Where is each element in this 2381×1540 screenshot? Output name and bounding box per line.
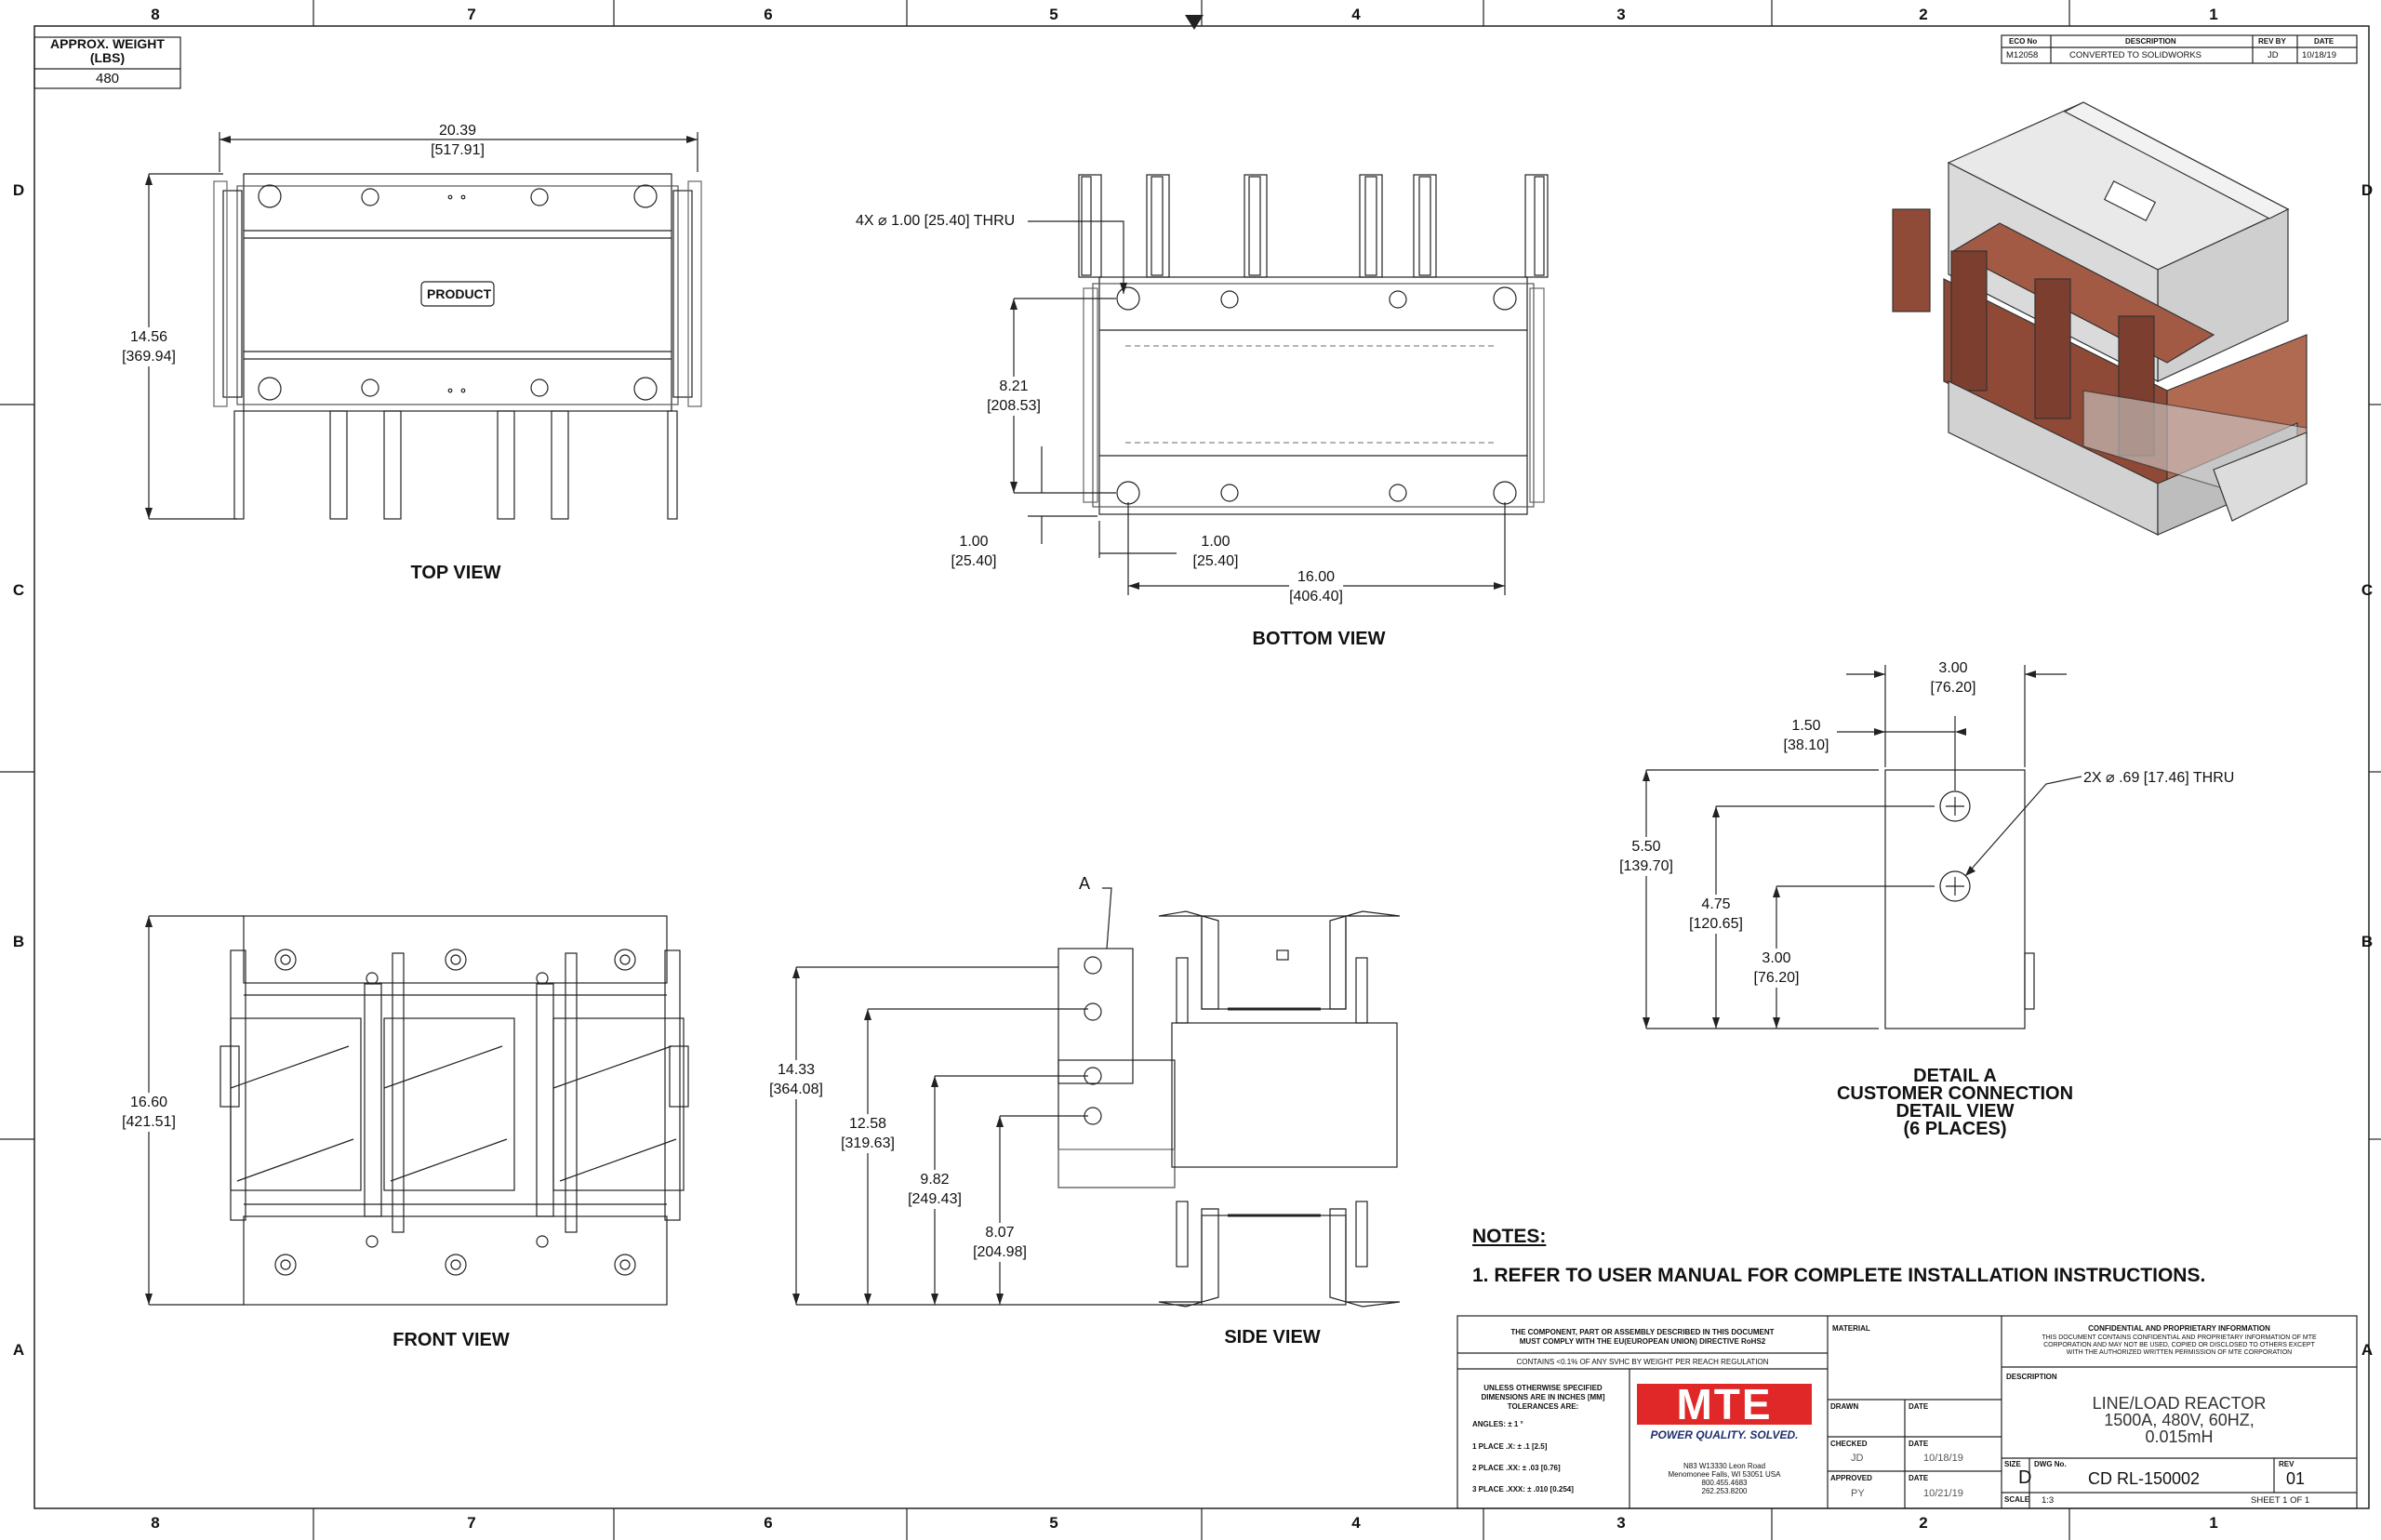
- zone-col-3-top: 3: [1616, 6, 1626, 23]
- top-view-label: TOP VIEW: [410, 563, 501, 583]
- approved-label: APPROVED: [1830, 1474, 1872, 1482]
- confidential-text: THIS DOCUMENT CONTAINS CONFIDENTIAL AND PROPRIETARY INFORMATION OF MTE CORPORATION AND MAY NOT BE USED, COPIED OR DISCLOSED TO OTHERS EXCEPT WITH THE AUTHORIZED WRITTEN PERMISSION OF MTE CORPORATION: [2042, 1334, 2317, 1356]
- zone-col-7-bottom: 7: [467, 1514, 476, 1532]
- dim-detail-4-75: 4.75 [120.65]: [1689, 896, 1743, 932]
- zone-col-2-bottom: 2: [1919, 1514, 1928, 1532]
- dim-detail-holes: 2X ⌀ .69 [17.46] THRU: [2083, 770, 2235, 786]
- rohs-statement: THE COMPONENT, PART OR ASSEMBLY DESCRIBED IN THIS DOCUMENT MUST COMPLY WITH THE EU(EUROPEAN UNION) DIRECTIVE RoHS2: [1510, 1328, 1775, 1346]
- zone-row-c-right: C: [2361, 581, 2374, 599]
- drawn-date-label: DATE: [1909, 1402, 1929, 1411]
- approved-by: PY: [1851, 1488, 1865, 1499]
- dim-top-width: 20.39 [517.91]: [431, 123, 485, 158]
- rev-date: 10/18/19: [2302, 50, 2336, 60]
- dim-detail-3-00-height: 3.00 [76.20]: [1753, 950, 1800, 986]
- detail-a-geometry: [1646, 665, 2082, 1029]
- dim-front-height: 16.60 [421.51]: [122, 1095, 176, 1130]
- top-view-geometry: [149, 132, 701, 519]
- zone-col-5-bottom: 5: [1049, 1514, 1058, 1532]
- checked-label: CHECKED: [1830, 1440, 1868, 1448]
- zone-col-8-bottom: 8: [151, 1514, 160, 1532]
- zone-row-d-left: D: [12, 181, 25, 199]
- mte-tagline: POWER QUALITY. SOLVED.: [1650, 1428, 1799, 1441]
- weight-value: 480: [95, 71, 120, 86]
- dim-bottom-holes: 4X ⌀ 1.00 [25.40] THRU: [856, 213, 1016, 229]
- front-view-geometry: [149, 916, 688, 1305]
- bottom-view-geometry: [1014, 175, 1548, 595]
- dim-detail-3-00-width: 3.00 [76.20]: [1930, 660, 1976, 696]
- zone-col-2-top: 2: [1919, 6, 1928, 23]
- tolerance-header: UNLESS OTHERWISE SPECIFIED DIMENSIONS ARE IN INCHES [MM] TOLERANCES ARE:: [1481, 1384, 1605, 1411]
- side-view-geometry: [796, 888, 1400, 1307]
- zone-row-b-right: B: [2361, 933, 2374, 950]
- checked-date-label: DATE: [1909, 1440, 1929, 1448]
- zone-col-1-top: 1: [2209, 6, 2218, 23]
- rev-header-date: DATE: [2314, 37, 2334, 46]
- zone-col-8-top: 8: [151, 6, 160, 23]
- rev-header-eco: ECO No: [2009, 37, 2038, 46]
- detail-marker: A: [1079, 874, 1091, 893]
- rev-header-description: DESCRIPTION: [2125, 37, 2176, 46]
- zone-col-7-top: 7: [467, 6, 476, 23]
- description-label: DESCRIPTION: [2006, 1373, 2057, 1381]
- dim-side-14-33: 14.33 [364.08]: [769, 1062, 823, 1097]
- description-text: LINE/LOAD REACTOR 1500A, 480V, 60HZ, 0.015mH: [2092, 1394, 2267, 1446]
- bottom-view-label: BOTTOM VIEW: [1252, 629, 1386, 649]
- dim-top-height: 14.56 [369.94]: [122, 329, 176, 365]
- zone-row-a-right: A: [2361, 1341, 2374, 1359]
- product-label-top: PRODUCT: [427, 286, 492, 301]
- zone-col-4-bottom: 4: [1351, 1514, 1361, 1532]
- note-1: 1. REFER TO USER MANUAL FOR COMPLETE INSTALLATION INSTRUCTIONS.: [1472, 1265, 2206, 1286]
- notes-title: NOTES:: [1472, 1226, 1547, 1247]
- weight-header: APPROX. WEIGHT (LBS): [50, 36, 165, 65]
- tolerance-1place: 1 PLACE .X: ± .1 [2.5]: [1472, 1442, 1548, 1451]
- mte-logo: MTE: [1676, 1380, 1773, 1428]
- dim-detail-1-50: 1.50 [38.10]: [1783, 718, 1829, 753]
- tolerance-angles: ANGLES: ± 1 °: [1472, 1420, 1523, 1428]
- checked-by: JD: [1851, 1453, 1864, 1464]
- rev-value: 01: [2286, 1469, 2306, 1488]
- reach-statement: CONTAINS <0.1% OF ANY SVHC BY WEIGHT PER REACH REGULATION: [1516, 1358, 1769, 1366]
- approved-date: 10/21/19: [1923, 1488, 1963, 1499]
- zone-col-6-bottom: 6: [764, 1514, 773, 1532]
- rev-header-revby: REV BY: [2258, 37, 2286, 46]
- size-label: SIZE: [2004, 1460, 2021, 1468]
- dim-bottom-1-00-right: 1.00 [25.40]: [1192, 534, 1239, 569]
- zone-row-a-left: A: [12, 1341, 25, 1359]
- scale-value: 1:3: [2042, 1495, 2055, 1506]
- zone-col-1-bottom: 1: [2209, 1514, 2218, 1532]
- front-view-label: FRONT VIEW: [392, 1330, 510, 1350]
- zone-row-d-right: D: [2361, 181, 2374, 199]
- detail-a-label: DETAIL A CUSTOMER CONNECTION DETAIL VIEW (6 PLACES): [1836, 1066, 2074, 1139]
- tolerance-3place: 3 PLACE .XXX: ± .010 [0.254]: [1472, 1485, 1574, 1494]
- side-view-label: SIDE VIEW: [1224, 1327, 1321, 1348]
- zone-row-b-left: B: [12, 933, 25, 950]
- dim-side-12-58: 12.58 [319.63]: [841, 1116, 895, 1151]
- dwg-label: DWG No.: [2034, 1460, 2067, 1468]
- zone-col-4-top: 4: [1351, 6, 1361, 23]
- zone-row-c-left: C: [12, 581, 25, 599]
- approved-date-label: DATE: [1909, 1474, 1929, 1482]
- rev-description: CONVERTED TO SOLIDWORKS: [2069, 50, 2201, 60]
- zone-col-6-top: 6: [764, 6, 773, 23]
- dim-side-9-82: 9.82 [249.43]: [908, 1172, 962, 1207]
- confidential-title: CONFIDENTIAL AND PROPRIETARY INFORMATION: [2088, 1324, 2270, 1333]
- dwg-number: CD RL-150002: [2088, 1469, 2201, 1488]
- dim-bottom-1-00-left: 1.00 [25.40]: [951, 534, 997, 569]
- dim-detail-5-50: 5.50 [139.70]: [1619, 839, 1673, 874]
- mte-address: N83 W13330 Leon Road Menomonee Falls, WI 53051 USA 800.455.4683 262.253.8200: [1668, 1462, 1781, 1495]
- zone-col-5-top: 5: [1049, 6, 1058, 23]
- tolerance-2place: 2 PLACE .XX: ± .03 [0.76]: [1472, 1464, 1561, 1472]
- zone-col-3-bottom: 3: [1616, 1514, 1626, 1532]
- drawn-label: DRAWN: [1830, 1402, 1859, 1411]
- sheet-info: SHEET 1 OF 1: [2251, 1495, 2310, 1506]
- rev-eco: M12058: [2006, 50, 2039, 60]
- rev-label: REV: [2279, 1460, 2295, 1468]
- size-value: D: [2018, 1467, 2032, 1488]
- rev-by: JD: [2268, 50, 2279, 60]
- scale-label: SCALE: [2004, 1495, 2030, 1504]
- checked-date: 10/18/19: [1923, 1453, 1963, 1464]
- dim-side-8-07: 8.07 [204.98]: [973, 1225, 1027, 1260]
- material-label: MATERIAL: [1832, 1324, 1870, 1333]
- dim-bottom-8-21: 8.21 [208.53]: [987, 378, 1041, 414]
- iso-view-geometry: [1893, 102, 2307, 535]
- dim-bottom-16-00: 16.00 [406.40]: [1289, 569, 1343, 604]
